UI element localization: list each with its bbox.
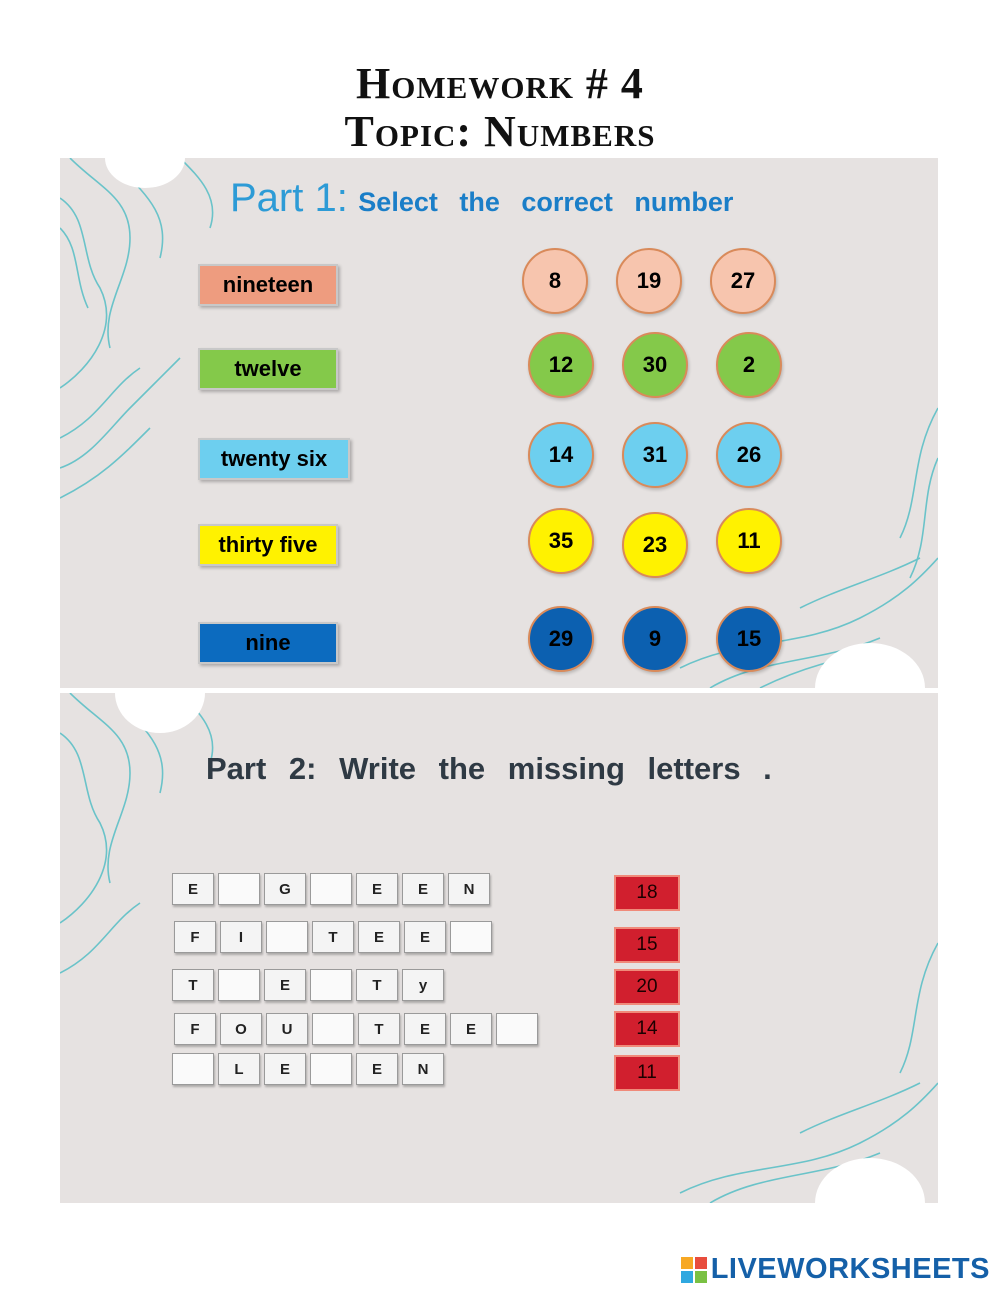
brand-name: LIVEWORKSHEETS: [710, 1253, 990, 1285]
missing-letter-input[interactable]: [310, 1053, 352, 1085]
number-option-circle[interactable]: 30: [622, 332, 688, 398]
missing-letter-input[interactable]: [218, 969, 260, 1001]
liveworksheets-logo: [681, 1253, 990, 1286]
number-option-circle[interactable]: 29: [528, 606, 594, 672]
letter-tile: L: [218, 1053, 260, 1085]
number-word-label: nineteen: [198, 264, 338, 306]
letter-tile: E: [264, 969, 306, 1001]
number-badge: 18: [614, 875, 680, 911]
number-badge: 14: [614, 1011, 680, 1047]
number-word-label: thirty five: [198, 524, 338, 566]
letter-tile: E: [402, 873, 444, 905]
missing-letter-input[interactable]: [266, 921, 308, 953]
letter-tile: E: [450, 1013, 492, 1045]
letter-tile: N: [448, 873, 490, 905]
number-option-circle[interactable]: 19: [616, 248, 682, 314]
letter-tile: E: [404, 1013, 446, 1045]
letter-tile: G: [264, 873, 306, 905]
letter-tile: U: [266, 1013, 308, 1045]
letter-tile: F: [174, 1013, 216, 1045]
letter-tile: I: [220, 921, 262, 953]
number-option-circle[interactable]: 11: [716, 508, 782, 574]
letter-tile: T: [358, 1013, 400, 1045]
letter-tile: E: [356, 873, 398, 905]
missing-letter-input[interactable]: [218, 873, 260, 905]
title-line-2: Topic: Numbers: [344, 107, 656, 156]
missing-letter-input[interactable]: [310, 873, 352, 905]
number-option-circle[interactable]: 31: [622, 422, 688, 488]
part1-panel: [60, 158, 938, 688]
letter-tile: T: [172, 969, 214, 1001]
letter-tile: E: [356, 1053, 398, 1085]
number-badge: 11: [614, 1055, 680, 1091]
missing-letter-input[interactable]: [310, 969, 352, 1001]
part1-instruction: Select the correct number: [358, 187, 734, 217]
number-word-label: nine: [198, 622, 338, 664]
letter-tile: N: [402, 1053, 444, 1085]
letter-tile: O: [220, 1013, 262, 1045]
number-option-circle[interactable]: 35: [528, 508, 594, 574]
part1-label: Part 1:: [230, 176, 348, 220]
missing-letter-input[interactable]: [172, 1053, 214, 1085]
part2-panel: [60, 693, 938, 1203]
letter-tile: E: [358, 921, 400, 953]
part1-heading: [230, 176, 733, 221]
number-option-circle[interactable]: 8: [522, 248, 588, 314]
letter-tile: E: [404, 921, 446, 953]
number-option-circle[interactable]: 26: [716, 422, 782, 488]
letter-tile: E: [172, 873, 214, 905]
number-option-circle[interactable]: 9: [622, 606, 688, 672]
letter-tile: T: [356, 969, 398, 1001]
number-option-circle[interactable]: 14: [528, 422, 594, 488]
number-word-label: twenty six: [198, 438, 350, 480]
title-line-1: Homework # 4: [356, 59, 644, 108]
missing-letter-input[interactable]: [496, 1013, 538, 1045]
part2-heading: Part 2: Write the missing letters .: [206, 751, 772, 786]
number-option-circle[interactable]: 2: [716, 332, 782, 398]
number-badge: 20: [614, 969, 680, 1005]
letter-tile: F: [174, 921, 216, 953]
number-option-circle[interactable]: 23: [622, 512, 688, 578]
letter-tile: E: [264, 1053, 306, 1085]
number-badge: 15: [614, 927, 680, 963]
missing-letter-input[interactable]: [312, 1013, 354, 1045]
number-option-circle[interactable]: 12: [528, 332, 594, 398]
number-word-label: twelve: [198, 348, 338, 390]
logo-blocks-icon: [681, 1257, 707, 1283]
number-option-circle[interactable]: 27: [710, 248, 776, 314]
number-option-circle[interactable]: 15: [716, 606, 782, 672]
missing-letter-input[interactable]: [450, 921, 492, 953]
letter-tile: y: [402, 969, 444, 1001]
decorative-lines-icon: [60, 158, 938, 688]
letter-tile: T: [312, 921, 354, 953]
